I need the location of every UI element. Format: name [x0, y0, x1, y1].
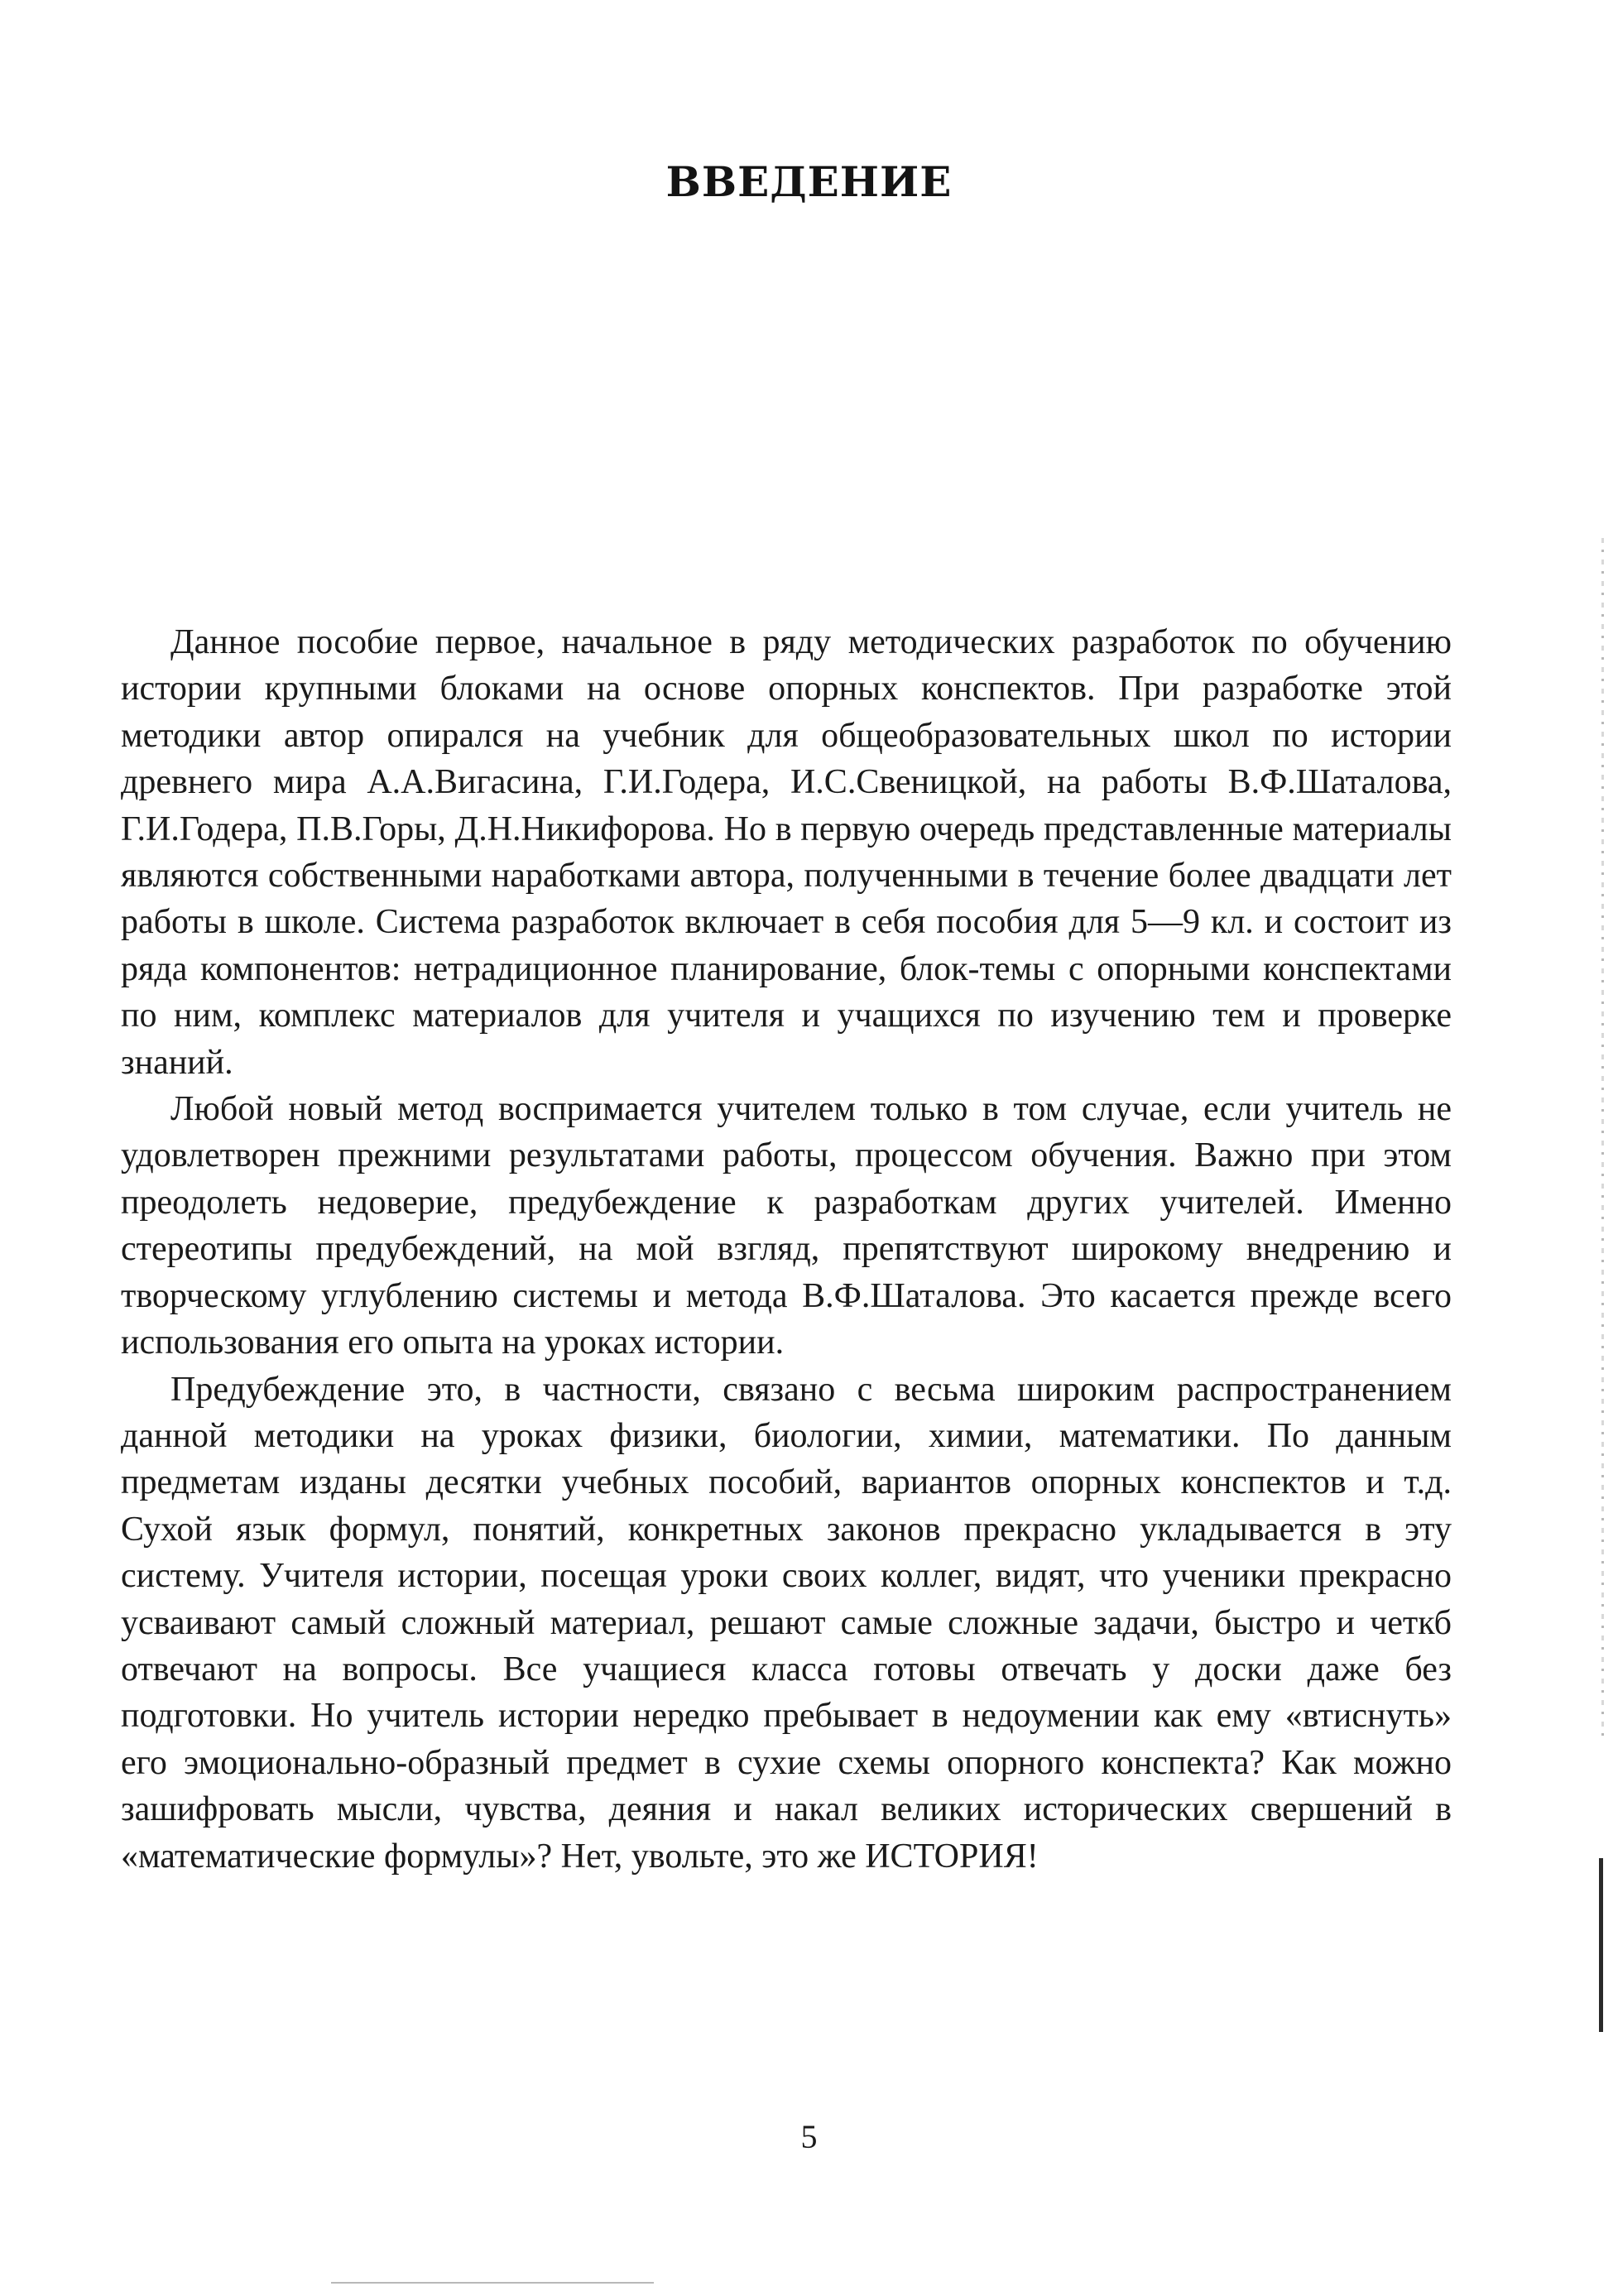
page-number: 5 — [800, 2118, 818, 2155]
paragraph-3: Предубеждение это, в частности, связано с весьма широким распространением данной методики на уроках физики, биологии, химии, математики. По данным предметам изданы десятки учебных пособий, вариантов опорных конспектов и т.д. Сухой язык формул, понятий, конкретных законов прекрасно укладывается в эту систему. Учителя истории, посещая уроки своих коллег, видят, что ученики прекрасно усваивают самый сложный материал, решают самые сложные задачи, быстро и четкб отвечают на вопросы. Все учащиеся класса готовы отвечать у доски даже без подготовки. Но учитель истории нередко пребывает в недоумении как ему «втиснуть» его эмоционально-образный предмет в сухие схемы опорного конспекта? Как можно зашифровать мысли, чувства, деяния и накал великих исторических свершений в «математические формулы»? Нет, увольте, это же ИСТОРИЯ! — [121, 1370, 1452, 1876]
scan-bottom-line — [331, 2282, 654, 2284]
scan-bar-artifact — [1599, 1858, 1603, 2032]
body-text — [121, 619, 1452, 1880]
paragraph-2: Любой новый метод воспримается учителем только в том случае, если учитель не удовлетворен прежними результатами работы, процессом обучения. Важно при этом преодолеть недоверие, предубеждение к разработкам других учителей. Именно стереотипы предубеждений, на мой взгляд, препятствуют широкому внедрению и творческому углублению системы и метода В.Ф.Шаталова. Это касается прежде всего использования его опыта на уроках истории. — [121, 1090, 1452, 1362]
chapter-title: ВВЕДЕНИЕ — [665, 157, 953, 206]
paragraph-1: Данное пособие первое, начальное в ряду методических разработок по обучению истории крупными блоками на основе опорных конспектов. При разработке этой методики автор опирался на учебник для общеобразовательных школ по истории древнего мира А.А.Вигасина, Г.И.Годера, И.С.Свеницкой, на работы В.Ф.Шаталова, Г.И.Годера, П.В.Горы, Д.Н.Никифорова. Но в первую очередь представленные материалы являются собственными наработками автора, полученными в течение более двадцати лет работы в школе. Система разработок включает в себя пособия для 5—9 кл. и состоит из ряда компонентов: нетрадиционное планирование, блок-темы с опорными конспектами по ним, комплекс материалов для учителя и учащихся по изучению тем и проверке знаний. — [121, 623, 1452, 1082]
scan-edge-artifact — [1601, 538, 1604, 1738]
